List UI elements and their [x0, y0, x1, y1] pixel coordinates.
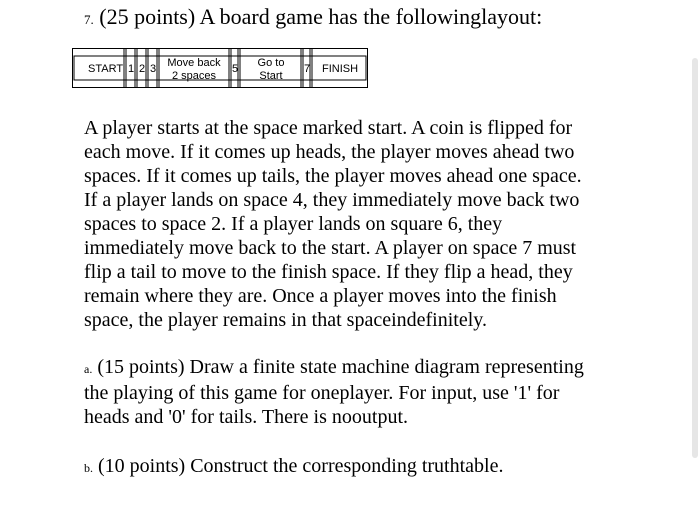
part-a-line-2: the playing of this game for oneplayer. For input, use '1' for — [84, 382, 560, 404]
cell-move-back-line2: 2 spaces — [171, 70, 217, 82]
cell-3: 3 — [149, 63, 157, 75]
part-a-line-1 — [84, 355, 609, 381]
paragraph-line: If a player lands on space 4, they immediately move back two — [84, 189, 580, 211]
cell-2: 2 — [138, 63, 146, 75]
paragraph-line: space, the player remains in that spaceindefinitely. — [84, 309, 487, 331]
question-number: 7. — [84, 12, 94, 27]
part-b — [84, 454, 609, 480]
part-b-text: (10 points) Construct the corresponding truthtable. — [98, 455, 504, 477]
cell-go-to-line1: Go to — [257, 57, 285, 69]
board-layout — [72, 48, 368, 88]
rules-paragraph — [84, 116, 609, 332]
question-text: (25 points) A board game has the followinglayout: — [99, 4, 543, 29]
part-a-line-3: heads and '0' for tails. There is nooutput. — [84, 406, 408, 428]
cell-start: START — [88, 63, 124, 75]
scrollbar[interactable] — [692, 58, 698, 458]
cell-finish: FINISH — [321, 63, 359, 75]
paragraph-line: flip a tail to move to the finish space. If they flip a head, they — [84, 261, 573, 283]
cell-move-back-line1: Move back — [167, 57, 221, 69]
paragraph-line: spaces to space 2. If a player lands on square 6, they — [84, 213, 503, 235]
part-a-text: (15 points) Draw a finite state machine diagram representing — [97, 356, 584, 378]
cell-7: 7 — [303, 63, 311, 75]
paragraph-line: A player starts at the space marked start. A coin is flipped for — [84, 117, 573, 139]
part-b-letter: b. — [84, 461, 93, 475]
paragraph-line: each move. If it comes up heads, the player moves ahead two — [84, 141, 575, 163]
cell-go-to-line2: Start — [259, 70, 283, 82]
part-a — [84, 355, 609, 429]
part-a-letter: a. — [84, 362, 93, 376]
cell-1: 1 — [127, 63, 135, 75]
part-b-line — [84, 454, 609, 480]
question-heading — [84, 4, 542, 33]
paragraph-line: immediately move back to the start. A player on space 7 must — [84, 237, 577, 259]
paragraph-line: spaces. If it comes up tails, the player moves ahead one space. — [84, 165, 582, 187]
cell-5: 5 — [232, 63, 239, 75]
paragraph-line: remain where they are. Once a player moves into the finish — [84, 285, 557, 307]
